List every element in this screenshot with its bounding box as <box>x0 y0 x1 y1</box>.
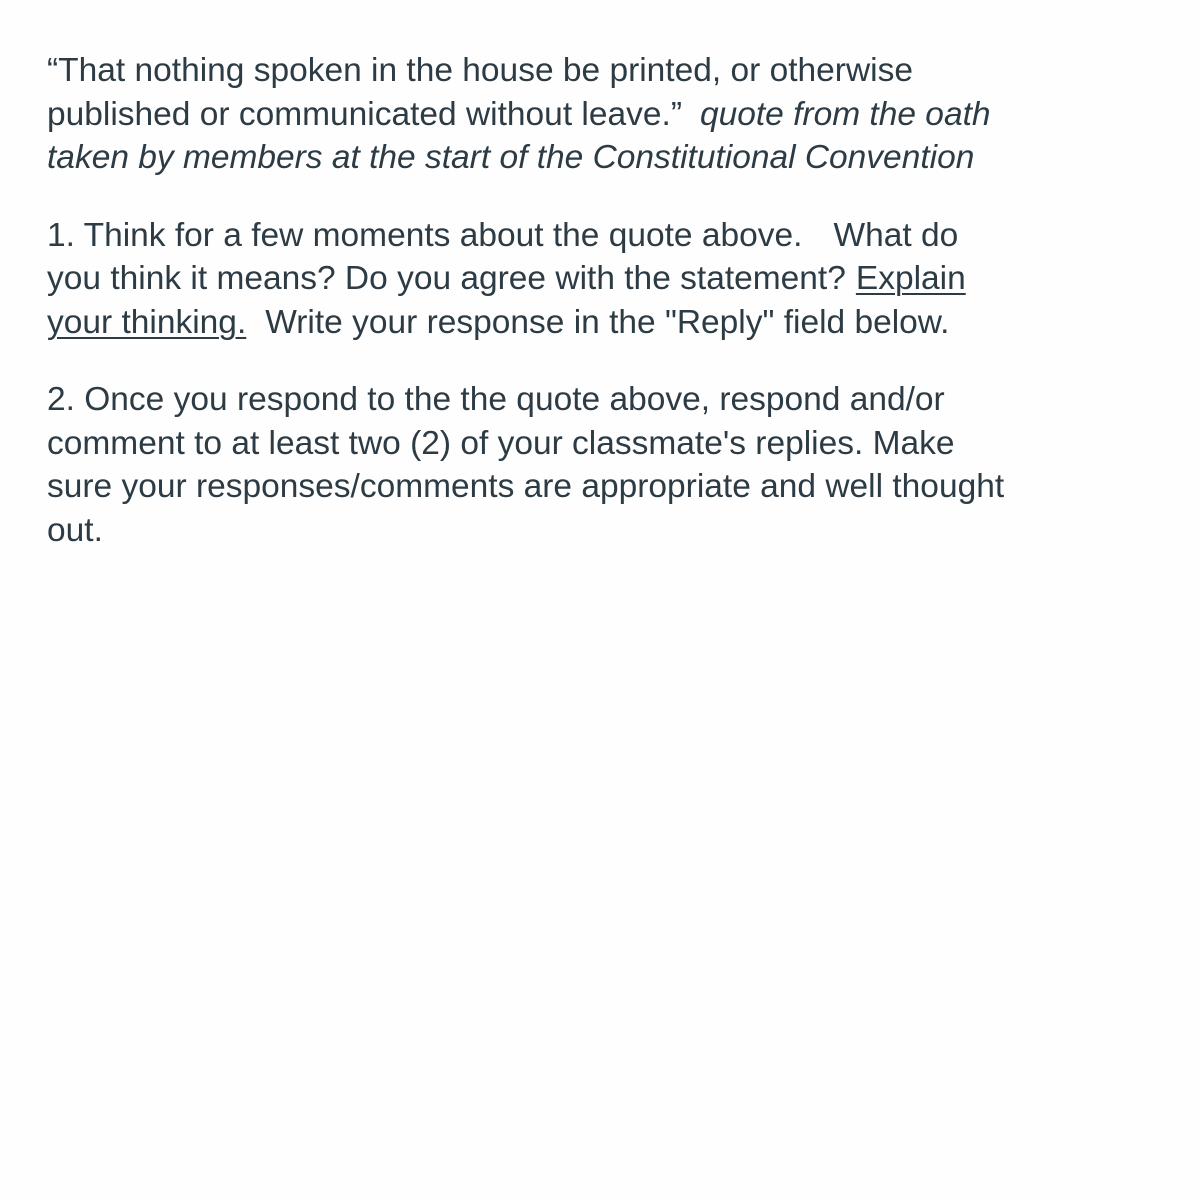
quote-text-end: published or communicated without leave.” <box>47 95 682 133</box>
instruction-1-text-a: 1. Think for a few moments about the quote above. <box>47 216 803 254</box>
quote-attribution-start: quote from the oath <box>699 95 991 133</box>
instruction-2-line-4: out. <box>47 511 103 549</box>
quote-line-2 <box>47 93 1159 137</box>
explain-your-thinking-emphasis: Explain <box>855 260 966 297</box>
quote-paragraph <box>47 49 1159 180</box>
instruction-2-line-1: 2. Once you respond to the the quote above, respond and/or <box>47 381 945 418</box>
instruction-2-line-3: sure your responses/comments are appropriate and well thought <box>47 468 1005 505</box>
instruction-1-line-3 <box>47 301 1159 345</box>
instruction-1-text-d: Write your response in the "Reply" field below. <box>265 303 950 341</box>
explain-your-thinking-emphasis-cont: your thinking. <box>47 303 247 341</box>
instruction-1-line-1 <box>47 214 1159 258</box>
instruction-2-paragraph <box>47 378 1159 552</box>
instruction-1-text-b: What do <box>833 216 959 254</box>
instruction-2-line-2: comment to at least two (2) of your classmate's replies. Make <box>47 424 955 462</box>
quote-attribution-end: taken by members at the start of the Constitutional Convention <box>47 139 975 176</box>
instruction-1-text-c: you think it means? Do you agree with the statement? <box>47 260 846 297</box>
quote-line-1: “That nothing spoken in the house be printed, or otherwise <box>47 52 913 89</box>
instruction-1-paragraph <box>47 214 1159 345</box>
instruction-1-line-2 <box>47 257 1159 301</box>
